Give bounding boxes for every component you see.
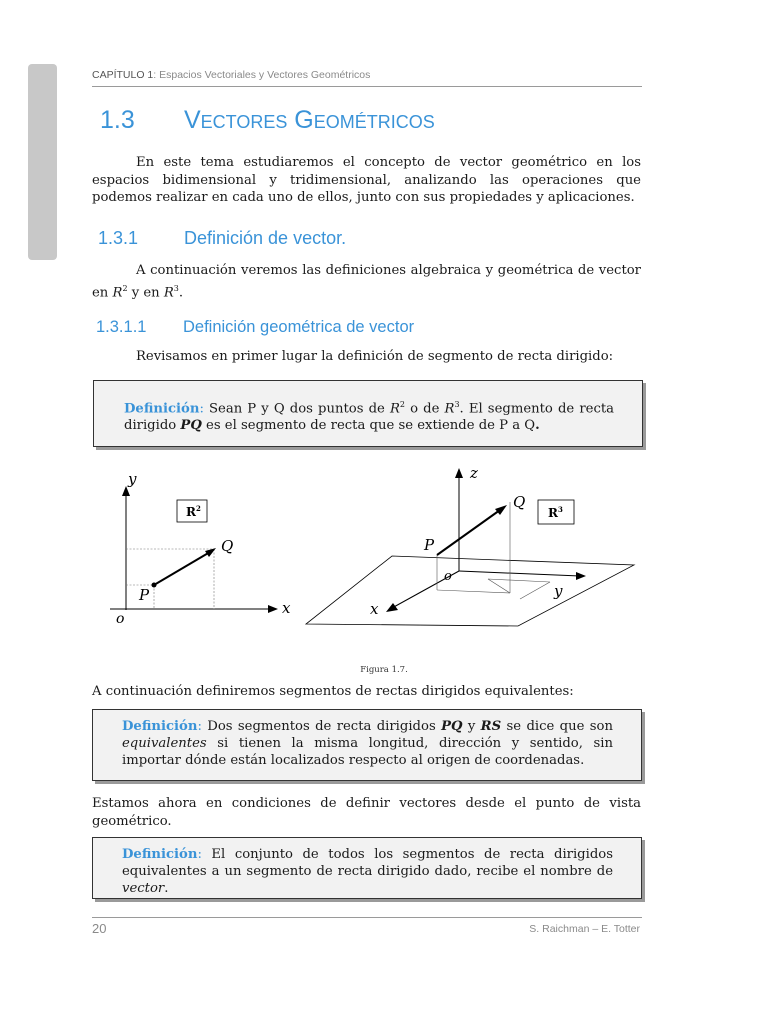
- badge-base: R: [548, 506, 558, 520]
- superscript-3: 3: [173, 283, 179, 293]
- chapter-title: : Espacios Vectoriales y Vectores Geométricos: [153, 69, 371, 81]
- x-axis-label-3d: x: [370, 600, 379, 618]
- term-vector: vector: [122, 881, 165, 896]
- vector-pq: [154, 552, 210, 585]
- subsubsection-heading: [96, 318, 414, 337]
- superscript-3: 3: [454, 400, 460, 409]
- text-run: o de: [404, 401, 445, 417]
- r-symbol: R: [112, 284, 123, 300]
- vector-pq-arrowhead: [205, 548, 216, 557]
- definition-text: [122, 846, 613, 897]
- r-symbol: R: [444, 401, 455, 417]
- intro-paragraph: En este tema estudiaremos el concepto de vector geométrico en los espacios bidimensional y tridimensional, analizando las operaciones que podemos realizar en cada uno de ellos, junto con sus propiedades y aplicaciones.: [92, 155, 641, 205]
- r-symbol: R: [389, 401, 400, 417]
- page-number: 20: [92, 921, 107, 936]
- text-run: .: [164, 881, 169, 896]
- text-run: y en: [127, 284, 164, 300]
- text-run: .: [178, 284, 184, 300]
- text-run: .: [535, 418, 540, 434]
- segment-pq: PQ: [441, 719, 463, 734]
- text-run: se dice que son: [501, 719, 613, 734]
- conditions-paragraph: Estamos ahora en condiciones de definir vectores desde el punto de vista geométrico.: [92, 796, 641, 829]
- lead-paragraph: Revisamos en primer lugar la definición de segmento de recta dirigido:: [136, 349, 614, 364]
- segment-pq: PQ: [180, 418, 202, 434]
- definition-box-vector: [92, 837, 642, 899]
- text-run: Dos segmentos de recta dirigidos: [201, 719, 442, 734]
- badge-superscript: 2: [195, 504, 201, 513]
- z-axis-arrow: [455, 468, 463, 478]
- figure-r3-space: [300, 458, 640, 630]
- p-label: P: [139, 586, 150, 604]
- definition-colon: :: [197, 719, 202, 734]
- subsubsection-number: 1.3.1.1: [96, 318, 147, 336]
- section-title: Vectores Geométricos: [184, 106, 435, 134]
- running-header: [92, 69, 642, 87]
- badge-base: R: [186, 505, 196, 519]
- xy-plane: [306, 556, 634, 626]
- chapter-label: CAPÍTULO 1: [92, 69, 154, 81]
- footer-rule: [92, 917, 642, 918]
- x-axis-arrow: [268, 605, 278, 613]
- r-symbol: R: [163, 284, 174, 300]
- footer-authors: S. Raichman – E. Totter: [529, 923, 640, 935]
- subsection-heading: [98, 228, 346, 249]
- definition-label: Definición: [124, 401, 200, 417]
- q-label-3d: Q: [513, 493, 526, 511]
- y-axis-label: y: [128, 470, 137, 488]
- superscript-2: 2: [399, 400, 405, 409]
- segment-rs: RS: [480, 719, 502, 734]
- definition-box-equivalent: [92, 709, 642, 781]
- side-tab: [28, 64, 57, 260]
- equivalence-intro: A continuación definiremos segmentos de rectas dirigidos equivalentes:: [92, 684, 574, 699]
- section-number: 1.3: [100, 106, 135, 134]
- subsection-number: 1.3.1: [98, 228, 139, 248]
- text-run: El conjunto de todos los segmentos de recta dirigidos equivalentes a un segmento de recta dirigido dado, recibe el nombre de: [122, 847, 613, 879]
- text-run: si tienen la misma longitud, dirección y sentido, sin importar dónde están localizados respecto al origen de coordenadas.: [122, 736, 613, 768]
- subsection-title: Definición de vector.: [184, 228, 347, 248]
- badge-superscript: 3: [557, 505, 563, 514]
- z-axis-label: z: [470, 464, 478, 482]
- origin-label: o: [116, 611, 125, 627]
- definition-text: [124, 396, 614, 434]
- subsection-paragraph: [92, 262, 641, 301]
- definition-colon: :: [199, 401, 204, 417]
- figure-caption: Figura 1.7.: [360, 665, 408, 675]
- definition-label: Definición: [122, 719, 198, 734]
- point-p: [152, 583, 157, 588]
- superscript-2: 2: [122, 283, 128, 293]
- x-axis-label: x: [282, 599, 291, 617]
- term-equivalentes: equivalentes: [122, 736, 207, 751]
- q-label: Q: [221, 537, 234, 555]
- text-run: A continuación veremos las definiciones algebraica y geométrica de vector en: [92, 263, 641, 300]
- text-run: Sean P y Q dos puntos de: [203, 401, 390, 417]
- figure-r2-plane: [100, 468, 300, 628]
- text-run: y: [462, 719, 481, 734]
- text-run: es el segmento de recta que se extiende de P a Q: [201, 418, 536, 434]
- definition-box-segment: [93, 380, 643, 447]
- p-label-3d: P: [424, 536, 435, 554]
- definition-label: Definición: [122, 847, 198, 862]
- origin-label-3d: o: [444, 569, 452, 584]
- subsubsection-title: Definición geométrica de vector: [183, 318, 415, 336]
- section-heading: [100, 106, 435, 135]
- definition-colon: :: [197, 847, 202, 862]
- vector-pq-3d: [437, 510, 500, 555]
- text-run: . El segmento de recta dirigido: [124, 401, 614, 434]
- y-axis-label-3d: y: [554, 582, 563, 600]
- definition-text: [122, 718, 613, 769]
